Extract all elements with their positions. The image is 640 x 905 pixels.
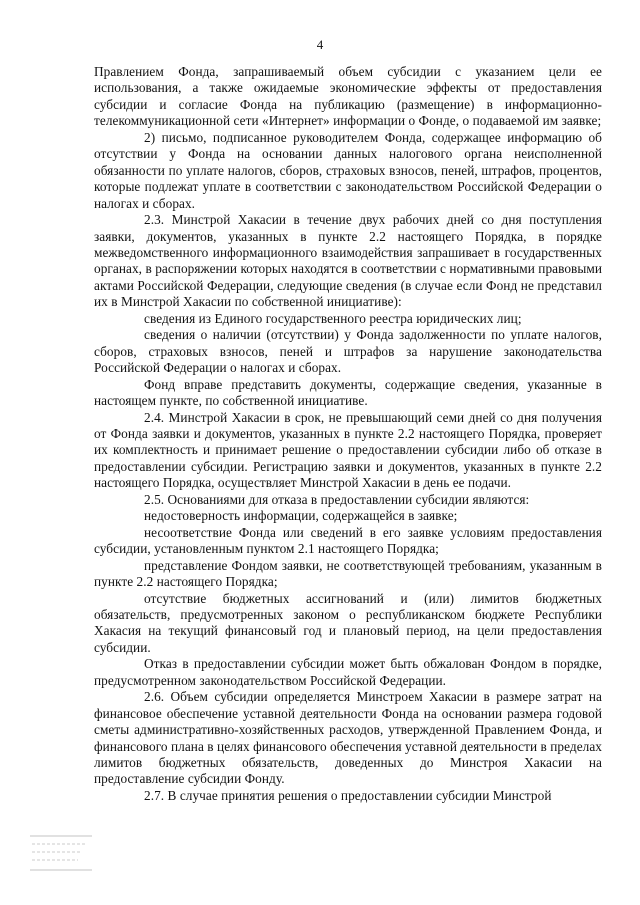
paragraph: представление Фондом заявки, не соответствующей требованиям, указанным в пункте 2.2 настоящего Порядка; [94,557,602,590]
paragraph: 2.5. Основаниями для отказа в предоставлении субсидии являются: [144,491,530,507]
paragraph: 2.3. Минстрой Хакасии в течение двух рабочих дней со дня поступления заявки, документов, указанных в пункте 2.2 настоящего Порядка, в порядке межведомственного информационного взаимодействия запрашивает в государственных органах, в распоряжении которых находятся в соответствии с нормативными правовыми актами Российской Федерации, следующие сведения (в случае если Фонд не представил их в Минстрой Хакасии по собственной инициативе): [94,212,602,310]
paragraph: 2.4. Минстрой Хакасии в срок, не превышающий семи дней со дня получения от Фонда заявки и документов, указанных в пункте 2.2 настоящего Порядка, проверяет их комплектность и принимает решение о предоставлении субсидии либо об отказе в предоставлении субсидии. Регистрацию заявки и документов, указанных в пункте 2.2 настоящего Порядка, осуществляет Минстрой Хакасии в день ее подачи. [94,409,602,491]
paragraph: недостоверность информации, содержащейся в заявке; [144,508,458,524]
paragraph: 2.7. В случае принятия решения о предоставлении субсидии Минстрой [144,787,552,803]
faded-stamp-mark [26,832,96,874]
paragraph: сведения о наличии (отсутствии) у Фонда задолженности по уплате налогов, сборов, страховых взносов, пеней и штрафов за нарушение законодательства Российской Федерации о налогах и сборах. [94,327,602,376]
document-body [94,64,602,804]
paragraph: несоответствие Фонда или сведений в его заявке условиям предоставления субсидии, установленным пунктом 2.1 настоящего Порядка; [94,524,602,557]
paragraph: 2) письмо, подписанное руководителем Фонда, содержащее информацию об отсутствии у Фонда на основании данных налогового органа неисполненной обязанности по уплате налогов, сборов, страховых взносов, пеней, штрафов, процентов, которые подлежат уплате в соответствии с законодательством Российской Федерации о налогах и сборах. [94,129,602,211]
paragraph: Отказ в предоставлении субсидии может быть обжалован Фондом в порядке, предусмотренном законодательством Российской Федерации. [94,656,602,688]
paragraph: Фонд вправе представить документы, содержащие сведения, указанные в настоящем пункте, по собственной инициативе. [94,376,602,409]
paragraph: отсутствие бюджетных ассигнований и (или) лимитов бюджетных обязательств, предусмотренных законом о республиканском бюджете Республики Хакасия на текущий финансовый год и плановый период, на цели предоставления субсидии. [94,590,602,655]
paragraph: сведения из Единого государственного реестра юридических лиц; [144,310,522,326]
page-number: 4 [316,37,324,52]
paragraph: Правлением Фонда, запрашиваемый объем субсидии с указанием цели ее использования, а также ожидаемые экономические эффекты от предоставления субсидии и согласие Фонда на публикацию (размещение) в информационно-телекоммуникационной сети «Интернет» информации о Фонде, о подаваемой им заявке; [94,64,602,129]
paragraph: 2.6. Объем субсидии определяется Минстроем Хакасии в размере затрат на финансовое обеспечение уставной деятельности Фонда на основании размера годовой сметы административно-хозяйственных расходов, утвержденной Правлением Фонда, и финансового плана в целях финансового обеспечения уставной деятельности в пределах лимитов бюджетных обязательств, доведенных до Минстроя Хакасии на предоставление субсидии Фонду. [94,689,602,787]
